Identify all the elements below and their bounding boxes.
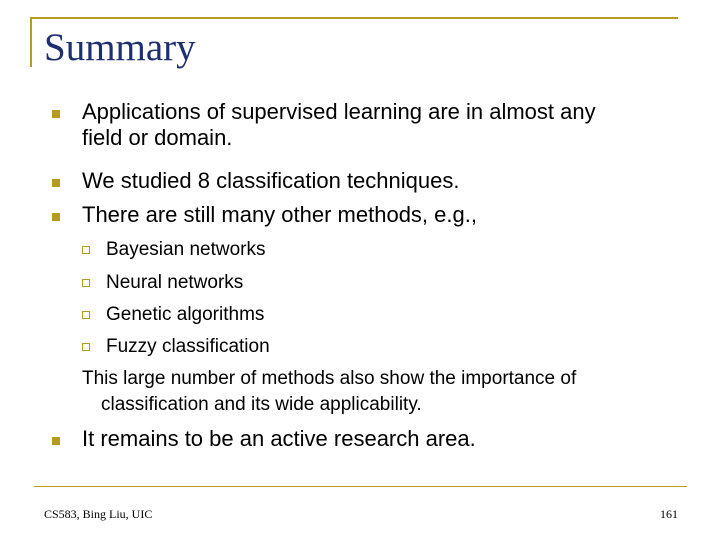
sub-item-text: Genetic algorithms bbox=[106, 304, 265, 325]
bullet-1-line-1: Applications of supervised learning are in almost any bbox=[82, 99, 596, 124]
bullet-item-2 bbox=[52, 168, 459, 194]
sub-item-text: Fuzzy classification bbox=[106, 336, 270, 357]
page-number: 161 bbox=[660, 507, 678, 521]
footer-credit: CS583, Bing Liu, UIC bbox=[44, 507, 153, 521]
hollow-square-bullet-icon bbox=[82, 343, 90, 351]
bullet-1-line-2: field or domain. bbox=[82, 125, 233, 150]
footer-divider bbox=[34, 486, 687, 487]
sub-item-3 bbox=[82, 304, 264, 326]
sub-item-text: Bayesian networks bbox=[106, 239, 266, 260]
note-line-1: This large number of methods also show the importance of bbox=[82, 368, 577, 389]
hollow-square-bullet-icon bbox=[82, 279, 90, 287]
filled-square-bullet-icon bbox=[52, 213, 60, 221]
sub-item-1 bbox=[82, 239, 265, 261]
filled-square-bullet-icon bbox=[52, 179, 60, 187]
slide-title: Summary bbox=[44, 26, 196, 69]
bullet-item-1 bbox=[52, 99, 596, 151]
bullet-item-4 bbox=[52, 426, 476, 452]
sub-item-text: Neural networks bbox=[106, 272, 244, 293]
filled-square-bullet-icon bbox=[52, 437, 60, 445]
filled-square-bullet-icon bbox=[52, 110, 60, 118]
note-line-2: classification and its wide applicability. bbox=[101, 394, 422, 415]
bullet-2-text: We studied 8 classification techniques. bbox=[82, 168, 460, 193]
bullet-3-text: There are still many other methods, e.g., bbox=[82, 202, 477, 227]
hollow-square-bullet-icon bbox=[82, 246, 90, 254]
bullet-4-text: It remains to be an active research area. bbox=[82, 426, 476, 451]
bullet-item-3 bbox=[52, 202, 477, 228]
sub-item-2 bbox=[82, 272, 243, 294]
sub-item-4 bbox=[82, 336, 270, 358]
hollow-square-bullet-icon bbox=[82, 311, 90, 319]
